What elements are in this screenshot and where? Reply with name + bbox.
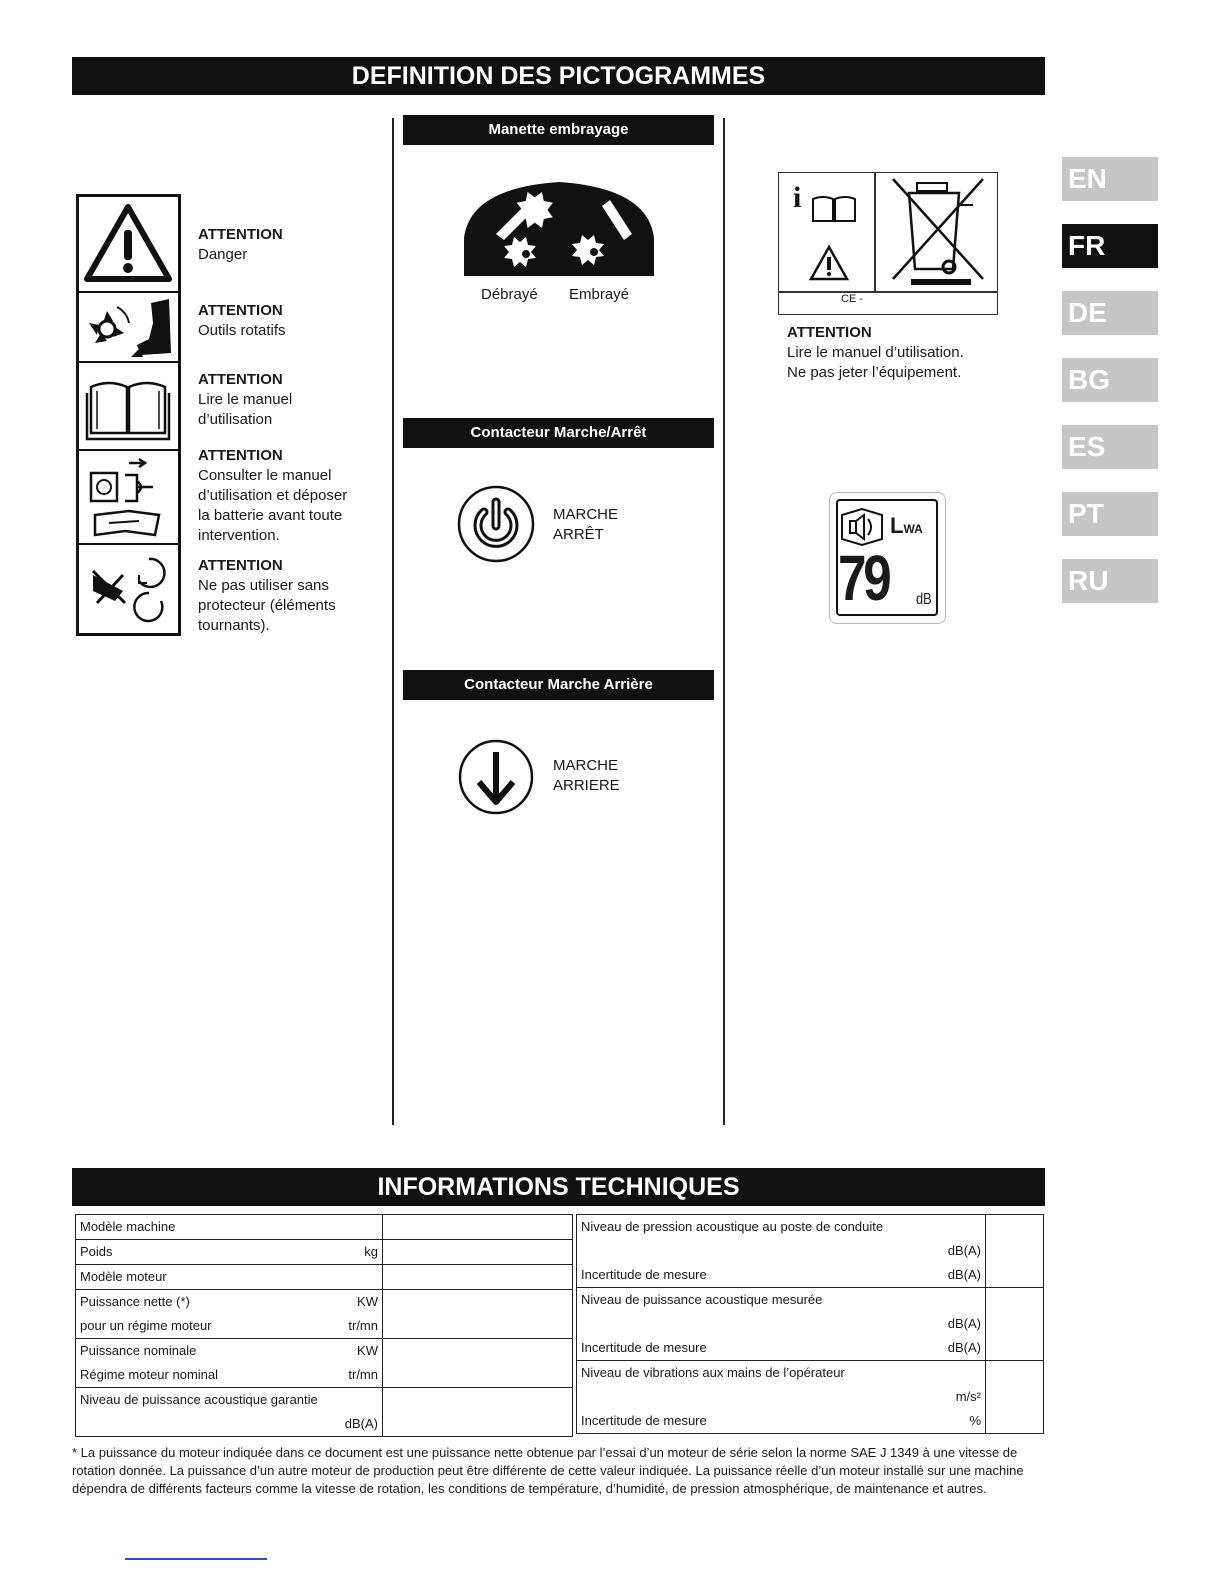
warning-item-danger <box>198 225 283 265</box>
warning-item-rotating <box>198 301 286 341</box>
spec-table-left <box>75 1214 573 1437</box>
spec-value-cell <box>383 1339 573 1388</box>
lang-tab-pt[interactable]: PT <box>1062 492 1158 536</box>
pictogram-strip <box>76 194 181 636</box>
info-book-icon <box>789 177 869 290</box>
spec-label: Modèle machine <box>80 1219 176 1234</box>
svg-text:i: i <box>793 181 802 214</box>
warning-title: ATTENTION <box>787 324 872 341</box>
spec-label: Régime moteur nominal tr/mn <box>80 1367 378 1382</box>
item-text: d’utilisation et déposer <box>198 487 348 504</box>
section-title-pictograms: DEFINITION DES PICTOGRAMMES <box>72 57 1045 95</box>
clutch-lever-icon <box>460 178 658 283</box>
power-icon <box>456 484 536 569</box>
lang-tab-es[interactable]: ES <box>1062 425 1158 469</box>
item-title: ATTENTION <box>198 557 283 574</box>
item-text: intervention. <box>198 527 280 544</box>
spec-label: Puissance nette (*) KW <box>80 1294 378 1309</box>
item-title: ATTENTION <box>198 447 283 464</box>
lang-tab-ru[interactable]: RU <box>1062 559 1158 603</box>
warning-line-2: Ne pas jeter l’équipement. <box>787 364 962 381</box>
power-switch-on-label: MARCHE <box>553 506 619 523</box>
item-text: protecteur (éléments <box>198 597 336 614</box>
spec-label: Niveau de vibrations aux mains de l’opérateur <box>581 1365 845 1380</box>
spec-label: Incertitude de mesure dB(A) <box>581 1267 981 1282</box>
item-text: Danger <box>198 246 248 263</box>
reverse-switch-label-2: ARRIERE <box>553 777 620 794</box>
clutch-engaged-label: Embrayé <box>569 286 630 303</box>
lwa-l: L <box>890 513 904 538</box>
noise-value: 79 <box>838 542 889 614</box>
section-title-tech: INFORMATIONS TECHNIQUES <box>72 1168 1045 1206</box>
spec-label: pour un régime moteur tr/mn <box>80 1318 378 1333</box>
spec-value-cell <box>383 1215 573 1240</box>
lwa-sub: WA <box>903 522 923 536</box>
arrow-down-icon <box>457 738 535 821</box>
bottom-rule <box>125 1558 267 1560</box>
warning-item-guard <box>198 556 336 636</box>
label-divider <box>874 173 876 291</box>
noise-unit: dB <box>916 591 932 608</box>
spec-value-cell <box>986 1215 1044 1288</box>
disposal-label-box <box>778 172 998 315</box>
reverse-switch-title: Contacteur Marche Arrière <box>403 670 714 700</box>
warning-item-manual <box>198 370 292 430</box>
spec-label: Niveau de puissance acoustique garantie <box>80 1392 318 1407</box>
spec-label: Puissance nominale KW <box>80 1343 378 1358</box>
column-divider-right <box>723 118 725 1125</box>
spec-value-cell <box>383 1290 573 1339</box>
item-text: la batterie avant toute <box>198 507 343 524</box>
noise-level-label <box>829 492 946 624</box>
spec-label: Modèle moteur <box>80 1269 167 1284</box>
item-text: d’utilisation <box>198 411 273 428</box>
no-guard-icon <box>79 545 178 633</box>
lang-tab-bg[interactable]: BG <box>1062 358 1158 402</box>
lang-tab-fr[interactable]: FR <box>1062 224 1158 268</box>
spec-unit-row: dB(A) <box>947 1243 981 1258</box>
spec-value-cell <box>986 1288 1044 1361</box>
item-text: Lire le manuel <box>198 391 293 408</box>
spec-label: Incertitude de mesure % <box>581 1413 981 1428</box>
spec-unit-row: dB(A) <box>947 1316 981 1331</box>
power-switch-title: Contacteur Marche/Arrêt <box>403 418 714 448</box>
footnote: * La puissance du moteur indiquée dans ce document est une puissance nette obtenue par l’essai d’un moteur de série selon la norme SAE J 1349 à une vitesse de rotation donnée. La puissance d’un autre moteur de production peut être différente de cette valeur indiquée. La puissance réelle d’un moteur installé sur une machine dépendra de différents facteurs comme la vitesse de rotation, les conditions de température, d’humidité, de pression atmosphérique, de maintenance et autres. <box>72 1445 1024 1496</box>
lwa-label <box>890 513 923 539</box>
lang-tab-de[interactable]: DE <box>1062 291 1158 335</box>
spec-label: Niveau de pression acoustique au poste de conduite <box>581 1219 884 1234</box>
clutch-lever-title: Manette embrayage <box>403 115 714 145</box>
spec-value-cell <box>383 1240 573 1265</box>
item-text: Ne pas utiliser sans <box>198 577 329 594</box>
lang-tab-en[interactable]: EN <box>1062 157 1158 201</box>
spec-value-cell <box>986 1361 1044 1434</box>
disposal-warning <box>787 323 964 383</box>
item-title: ATTENTION <box>198 302 283 319</box>
spec-unit-row: dB(A) <box>344 1416 378 1431</box>
spec-value-cell <box>383 1388 573 1437</box>
spec-value-cell <box>383 1265 573 1290</box>
spec-unit-row: m/s² <box>955 1389 981 1404</box>
column-divider-left <box>392 118 394 1125</box>
rotating-tools-icon <box>79 293 178 363</box>
warning-item-battery <box>198 446 347 546</box>
item-text: tournants). <box>198 617 270 634</box>
item-text: Consulter le manuel <box>198 467 332 484</box>
ce-mark: CE - <box>841 293 863 305</box>
battery-manual-icon <box>79 451 178 545</box>
spec-table-right <box>576 1214 1044 1434</box>
warning-line-1: Lire le manuel d’utilisation. <box>787 344 964 361</box>
spec-label: Niveau de puissance acoustique mesurée <box>581 1292 823 1307</box>
warning-triangle-icon <box>79 197 178 293</box>
spec-label: Poids kg <box>80 1244 378 1259</box>
item-title: ATTENTION <box>198 226 283 243</box>
crossed-bin-icon <box>887 175 993 294</box>
spec-label: Incertitude de mesure dB(A) <box>581 1340 981 1355</box>
power-switch-off-label: ARRÊT <box>553 526 604 543</box>
manual-book-icon <box>79 363 178 451</box>
clutch-disengaged-label: Débrayé <box>481 286 538 303</box>
item-text: Outils rotatifs <box>198 322 286 339</box>
reverse-switch-label-1: MARCHE <box>553 757 619 774</box>
item-title: ATTENTION <box>198 371 283 388</box>
